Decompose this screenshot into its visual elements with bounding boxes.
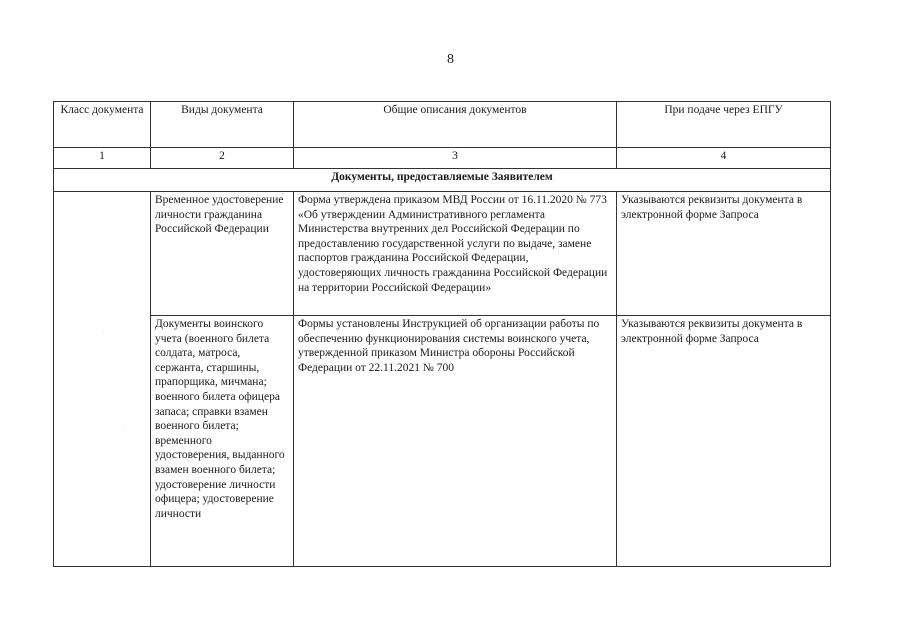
doc-type-cell: Документы воинского учета (военного билета солдата, матроса, сержанта, старшины, прапорщика, мичмана; военного билета офицера запаса; справки взамен военного билета; временного удостоверения, выданного взамен военного билета; удостоверение личности офицера; удостоверение личности: [151, 316, 294, 567]
table-row: [54, 316, 831, 567]
column-number-row: [54, 148, 831, 169]
section-title: Документы, предоставляемые Заявителем: [54, 169, 831, 192]
scan-speck: ·: [102, 330, 104, 336]
column-number: 2: [151, 148, 294, 169]
table-header-row: [54, 102, 831, 148]
column-number: 3: [294, 148, 617, 169]
header-doc-class: Класс документа: [54, 102, 151, 148]
documents-table: [53, 101, 831, 567]
description-cell: Форма утверждена приказом МВД России от 16.11.2020 № 773 «Об утверждении Административного регламента Министерства внутренних дел Российской Федерации по предоставлению государственной услуги по выдаче, замене паспортов гражданина Российской Федерации, удостоверяющих личность гражданина Российской Федерации на территории Российской Федерации»: [294, 192, 617, 316]
page-number: 8: [447, 52, 454, 67]
doc-type-cell: Временное удостоверение личности гражданина Российской Федерации: [151, 192, 294, 316]
doc-class-cell: [54, 192, 151, 567]
section-row: [54, 169, 831, 192]
table-row: [54, 192, 831, 316]
header-description: Общие описания документов: [294, 102, 617, 148]
epgu-cell: Указываются реквизиты документа в электронной форме Запроса: [617, 316, 831, 567]
epgu-cell: Указываются реквизиты документа в электронной форме Запроса: [617, 192, 831, 316]
scan-speck: ·: [123, 425, 125, 431]
column-number: 4: [617, 148, 831, 169]
description-cell: Формы установлены Инструкцией об организации работы по обеспечению функционирования системы воинского учета, утвержденной приказом Министра обороны Российской Федерации от 22.11.2021 № 700: [294, 316, 617, 567]
header-epgu: При подаче через ЕПГУ: [617, 102, 831, 148]
header-doc-type: Виды документа: [151, 102, 294, 148]
column-number: 1: [54, 148, 151, 169]
